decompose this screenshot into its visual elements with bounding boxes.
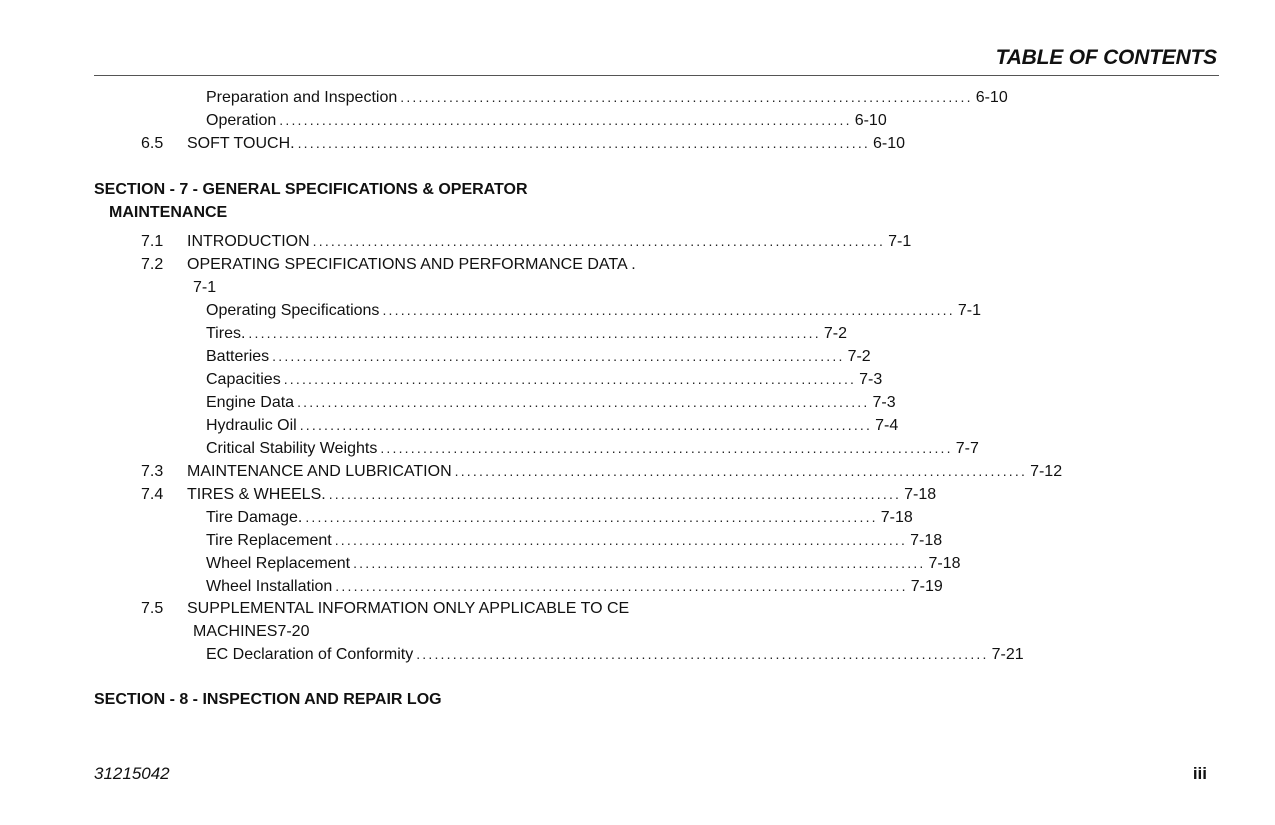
toc-entry-engine-data[interactable] [206,391,896,414]
toc-entry-soft-touch[interactable] [187,132,906,155]
toc-leader-dots: .............................................................................................. [353,555,926,571]
toc-entry-label: SOFT TOUCH. [187,135,295,152]
toc-entry-page: 7-1 [193,279,217,296]
toc-entry-number: 7.4 [141,486,164,503]
toc-entry-page: 7-1 [957,302,981,319]
toc-entry-operating-specs-and-performance[interactable] [187,253,636,276]
toc-entry-page: 7-18 [910,532,943,549]
toc-entry-page: 6-10 [975,89,1008,106]
toc-entry-page: 6-10 [854,112,887,129]
toc-entry-label: Wheel Installation [206,578,333,595]
toc-entry-page: 7-18 [904,486,937,503]
toc-entry-page-continuation [193,276,216,299]
toc-leader-dots: .............................................................................................. [416,646,989,662]
toc-entry-number: 6.5 [141,135,164,152]
toc-entry-label: Critical Stability Weights [206,440,378,457]
toc-entry-page: 7-18 [880,509,913,526]
toc-entry-introduction[interactable] [187,230,912,253]
toc-entry-label: EC Declaration of Conformity [206,646,414,663]
toc-entry-label: OPERATING SPECIFICATIONS AND PERFORMANCE DATA . [187,256,636,273]
toc-entry-hydraulic-oil[interactable] [206,414,899,437]
toc-entry-label: TIRES & WHEELS. [187,486,326,503]
toc-leader-dots: .............................................................................................. [400,89,973,105]
toc-entry-preparation-and-inspection[interactable] [206,86,1008,109]
toc-entry-continuation [193,620,309,643]
toc-entry-label: SUPPLEMENTAL INFORMATION ONLY APPLICABLE TO CE [187,600,630,617]
toc-leader-dots: .............................................................................................. [312,233,886,249]
toc-entry-wheel-installation[interactable] [206,575,943,598]
toc-leader-dots: .............................................................................................. [382,302,955,318]
toc-leader-dots: .............................................................................................. [297,135,871,151]
toc-entry-label: Wheel Replacement [206,555,351,572]
toc-entry-label: Batteries [206,348,270,365]
toc-entry-supplemental-information[interactable] [187,597,629,620]
toc-entry-label: INTRODUCTION [187,233,310,250]
toc-leader-dots: .............................................................................................. [279,112,852,128]
toc-entry-page: 7-12 [1030,463,1063,480]
toc-entry-tires-and-wheels[interactable] [187,483,937,506]
toc-entry-label: Operating Specifications [206,302,380,319]
toc-entry-label: MAINTENANCE AND LUBRICATION [187,463,452,480]
toc-entry-tire-damage[interactable] [206,506,913,529]
toc-leader-dots: .............................................................................................. [248,325,821,341]
toc-entry-operating-specifications[interactable] [206,299,981,322]
page-header-title: TABLE OF CONTENTS [995,46,1217,69]
toc-leader-dots: .............................................................................................. [334,532,908,548]
toc-entry-label: Tire Replacement [206,532,332,549]
toc-entry-label: Preparation and Inspection [206,89,398,106]
toc-entry-page: 7-19 [910,578,943,595]
toc-leader-dots: .............................................................................................. [454,463,1028,479]
toc-entry-page: 7-7 [955,440,979,457]
toc-entry-page: 7-1 [888,233,912,250]
toc-entry-number: 7.1 [141,233,164,250]
toc-entry-tires[interactable] [206,322,847,345]
toc-entry-number: 7.2 [141,256,164,273]
toc-entry-capacities[interactable] [206,368,883,391]
toc-leader-dots: .............................................................................................. [272,348,845,364]
toc-entry-page: 7-18 [928,555,961,572]
toc-leader-dots: .............................................................................................. [297,394,870,410]
toc-entry-ec-declaration[interactable] [206,643,1024,666]
toc-entry-wheel-replacement[interactable] [206,552,961,575]
toc-entry-label: Hydraulic Oil [206,417,297,434]
toc-leader-dots: .............................................................................................. [328,486,902,502]
toc-leader-dots: .............................................................................................. [335,578,908,594]
toc-entry-page: 7-3 [859,371,883,388]
toc-entry-label: Tire Damage. [206,509,303,526]
toc-entry-label: Tires. [206,325,246,342]
toc-entry-batteries[interactable] [206,345,871,368]
section-8-heading[interactable] [94,688,442,711]
toc-entry-page: 7-4 [875,417,899,434]
toc-entry-page: 7-3 [872,394,896,411]
section-7-heading[interactable] [94,178,528,224]
section-heading-line: MAINTENANCE [109,204,228,221]
toc-entry-label: Engine Data [206,394,295,411]
document-number: 31215042 [94,764,170,783]
section-heading-line: SECTION - 8 - INSPECTION AND REPAIR LOG [94,691,442,708]
toc-leader-dots: .............................................................................................. [283,371,857,387]
toc-entry-number: 7.5 [141,600,164,617]
toc-entry-tire-replacement[interactable] [206,529,943,552]
toc-entry-label: Capacities [206,371,281,388]
toc-entry-page: 7-2 [847,348,871,365]
toc-entry-label: Operation [206,112,277,129]
page-number: iii [1192,764,1207,783]
toc-entry-continuation-text: MACHINES7-20 [193,623,310,640]
toc-entry-operation[interactable] [206,109,887,132]
toc-leader-dots: .............................................................................................. [305,509,878,525]
toc-leader-dots: .............................................................................................. [299,417,873,433]
toc-entry-page: 7-2 [823,325,847,342]
toc-leader-dots: .............................................................................................. [380,440,953,456]
toc-entry-critical-stability-weights[interactable] [206,437,979,460]
section-heading-line: SECTION - 7 - GENERAL SPECIFICATIONS & OPERATOR [94,181,528,198]
toc-entry-page: 7-21 [991,646,1024,663]
toc-entry-maintenance-and-lubrication[interactable] [187,460,1063,483]
toc-entry-number: 7.3 [141,463,164,480]
toc-entry-page: 6-10 [873,135,906,152]
